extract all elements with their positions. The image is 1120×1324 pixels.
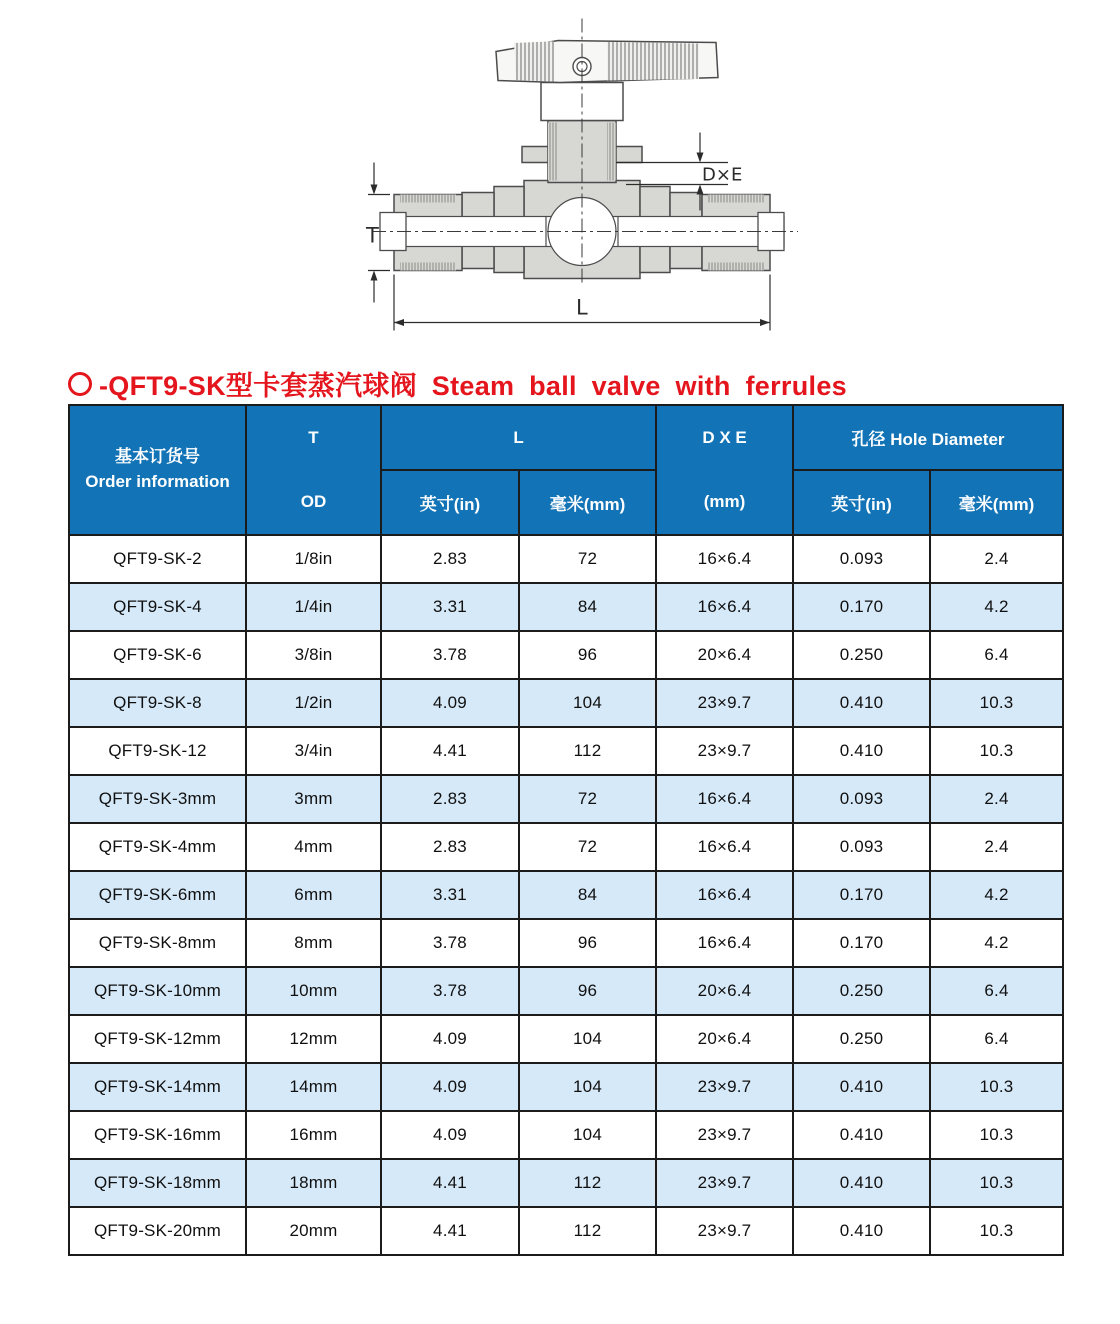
table-cell: QFT9-SK-16mm bbox=[69, 1111, 246, 1159]
table-cell: QFT9-SK-12 bbox=[69, 727, 246, 775]
header-order-info-cn: 基本订货号 bbox=[115, 447, 200, 467]
header-order-information bbox=[69, 405, 246, 535]
table-cell: 10.3 bbox=[930, 1159, 1063, 1207]
table-cell: 4.09 bbox=[381, 1063, 519, 1111]
table-cell: 4.09 bbox=[381, 1015, 519, 1063]
table-cell: 2.83 bbox=[381, 535, 519, 583]
table-cell: 104 bbox=[519, 679, 656, 727]
table-cell: 3.78 bbox=[381, 919, 519, 967]
table-cell: 96 bbox=[519, 967, 656, 1015]
table-cell: 10.3 bbox=[930, 679, 1063, 727]
table-row bbox=[69, 631, 1063, 679]
table-cell: 10mm bbox=[246, 967, 381, 1015]
table-cell: 23×9.7 bbox=[656, 1111, 793, 1159]
table-cell: 72 bbox=[519, 535, 656, 583]
table-cell: 6.4 bbox=[930, 1015, 1063, 1063]
table-cell: 23×9.7 bbox=[656, 679, 793, 727]
header-hole-diameter-group: 孔径 Hole Diameter bbox=[793, 405, 1063, 470]
table-cell: 16×6.4 bbox=[656, 583, 793, 631]
header-t: T bbox=[308, 428, 319, 447]
table-cell: 2.83 bbox=[381, 823, 519, 871]
table-row bbox=[69, 967, 1063, 1015]
table-cell: 16×6.4 bbox=[656, 919, 793, 967]
table-cell: 1/4in bbox=[246, 583, 381, 631]
dimension-label-t: T bbox=[366, 223, 379, 248]
table-cell: 23×9.7 bbox=[656, 1207, 793, 1255]
table-cell: QFT9-SK-6 bbox=[69, 631, 246, 679]
header-dxe-label: D X E bbox=[702, 428, 747, 447]
table-cell: 4.2 bbox=[930, 871, 1063, 919]
table-cell: 20×6.4 bbox=[656, 631, 793, 679]
table-cell: 3mm bbox=[246, 775, 381, 823]
valve-drawing-svg bbox=[360, 8, 810, 343]
table-row bbox=[69, 823, 1063, 871]
spec-table-header bbox=[69, 405, 1063, 535]
table-cell: 14mm bbox=[246, 1063, 381, 1111]
table-row bbox=[69, 1063, 1063, 1111]
table-cell: QFT9-SK-2 bbox=[69, 535, 246, 583]
table-cell: 10.3 bbox=[930, 727, 1063, 775]
table-cell: 96 bbox=[519, 631, 656, 679]
table-cell: 2.83 bbox=[381, 775, 519, 823]
section-title bbox=[68, 364, 847, 403]
header-dxe bbox=[656, 405, 793, 535]
table-cell: 6mm bbox=[246, 871, 381, 919]
table-cell: 1/8in bbox=[246, 535, 381, 583]
table-cell: 0.093 bbox=[793, 535, 930, 583]
header-hole-inch: 英寸(in) bbox=[793, 470, 930, 535]
table-cell: 0.250 bbox=[793, 1015, 930, 1063]
table-cell: 3/4in bbox=[246, 727, 381, 775]
table-cell: QFT9-SK-4 bbox=[69, 583, 246, 631]
table-cell: 4.41 bbox=[381, 1159, 519, 1207]
table-cell: 16×6.4 bbox=[656, 871, 793, 919]
table-cell: QFT9-SK-12mm bbox=[69, 1015, 246, 1063]
spec-table bbox=[68, 404, 1064, 1256]
table-cell: 0.093 bbox=[793, 775, 930, 823]
header-od: OD bbox=[300, 492, 327, 511]
table-cell: 16×6.4 bbox=[656, 823, 793, 871]
table-cell: 112 bbox=[519, 1207, 656, 1255]
table-row bbox=[69, 1159, 1063, 1207]
table-cell: 2.4 bbox=[930, 823, 1063, 871]
header-l-mm: 毫米(mm) bbox=[519, 470, 656, 535]
table-cell: 0.410 bbox=[793, 1063, 930, 1111]
table-cell: 0.410 bbox=[793, 727, 930, 775]
table-cell: 4.41 bbox=[381, 727, 519, 775]
table-cell: 0.410 bbox=[793, 1111, 930, 1159]
table-row bbox=[69, 775, 1063, 823]
header-hole-mm: 毫米(mm) bbox=[930, 470, 1063, 535]
table-cell: 2.4 bbox=[930, 775, 1063, 823]
table-cell: 18mm bbox=[246, 1159, 381, 1207]
table-cell: 4.2 bbox=[930, 583, 1063, 631]
dimension-label-dxe: D×E bbox=[702, 164, 743, 186]
table-row bbox=[69, 1015, 1063, 1063]
table-row bbox=[69, 535, 1063, 583]
table-cell: 23×9.7 bbox=[656, 1063, 793, 1111]
table-cell: 4.2 bbox=[930, 919, 1063, 967]
spec-table-body bbox=[69, 535, 1063, 1255]
table-row bbox=[69, 679, 1063, 727]
table-cell: 104 bbox=[519, 1063, 656, 1111]
table-row bbox=[69, 919, 1063, 967]
table-cell: 72 bbox=[519, 775, 656, 823]
header-l-group: L bbox=[381, 405, 656, 470]
table-cell: 0.250 bbox=[793, 967, 930, 1015]
table-cell: 0.410 bbox=[793, 679, 930, 727]
table-cell: 104 bbox=[519, 1111, 656, 1159]
table-cell: QFT9-SK-18mm bbox=[69, 1159, 246, 1207]
table-cell: 12mm bbox=[246, 1015, 381, 1063]
table-cell: 10.3 bbox=[930, 1063, 1063, 1111]
table-cell: 16×6.4 bbox=[656, 775, 793, 823]
table-cell: 84 bbox=[519, 583, 656, 631]
table-cell: 96 bbox=[519, 919, 656, 967]
table-cell: QFT9-SK-14mm bbox=[69, 1063, 246, 1111]
table-cell: 0.093 bbox=[793, 823, 930, 871]
table-cell: 112 bbox=[519, 1159, 656, 1207]
section-title-text: -QFT9-SK型卡套蒸汽球阀 Steam ball valve with ferrules bbox=[99, 371, 847, 401]
table-cell: 3.31 bbox=[381, 583, 519, 631]
table-row bbox=[69, 1111, 1063, 1159]
table-cell: 84 bbox=[519, 871, 656, 919]
table-cell: 4.09 bbox=[381, 1111, 519, 1159]
table-cell: QFT9-SK-4mm bbox=[69, 823, 246, 871]
table-cell: QFT9-SK-20mm bbox=[69, 1207, 246, 1255]
table-cell: 104 bbox=[519, 1015, 656, 1063]
dimension-l bbox=[394, 275, 770, 331]
table-cell: QFT9-SK-8 bbox=[69, 679, 246, 727]
valve-handle bbox=[496, 41, 718, 83]
table-cell: QFT9-SK-10mm bbox=[69, 967, 246, 1015]
table-cell: 3.78 bbox=[381, 967, 519, 1015]
table-cell: 0.170 bbox=[793, 871, 930, 919]
table-cell: 16×6.4 bbox=[656, 535, 793, 583]
valve-diagram bbox=[360, 8, 810, 343]
title-bullet-circle-icon bbox=[68, 372, 92, 396]
table-row bbox=[69, 1207, 1063, 1255]
table-cell: 0.250 bbox=[793, 631, 930, 679]
dimension-label-l: L bbox=[576, 295, 588, 320]
table-cell: 0.410 bbox=[793, 1159, 930, 1207]
table-cell: 20×6.4 bbox=[656, 1015, 793, 1063]
table-cell: 20×6.4 bbox=[656, 967, 793, 1015]
header-t-od bbox=[246, 405, 381, 535]
header-dxe-unit: (mm) bbox=[703, 492, 746, 511]
header-order-info-en: Order information bbox=[85, 472, 230, 491]
table-cell: 4mm bbox=[246, 823, 381, 871]
table-row bbox=[69, 871, 1063, 919]
table-cell: 6.4 bbox=[930, 631, 1063, 679]
table-cell: 2.4 bbox=[930, 535, 1063, 583]
table-cell: 20mm bbox=[246, 1207, 381, 1255]
table-cell: QFT9-SK-6mm bbox=[69, 871, 246, 919]
table-cell: 72 bbox=[519, 823, 656, 871]
header-l-inch: 英寸(in) bbox=[381, 470, 519, 535]
table-cell: 3.31 bbox=[381, 871, 519, 919]
table-cell: 3.78 bbox=[381, 631, 519, 679]
table-cell: 8mm bbox=[246, 919, 381, 967]
table-cell: 0.410 bbox=[793, 1207, 930, 1255]
table-cell: 1/2in bbox=[246, 679, 381, 727]
table-cell: 23×9.7 bbox=[656, 727, 793, 775]
table-cell: 4.09 bbox=[381, 679, 519, 727]
table-cell: 112 bbox=[519, 727, 656, 775]
table-cell: QFT9-SK-8mm bbox=[69, 919, 246, 967]
table-cell: 0.170 bbox=[793, 583, 930, 631]
table-cell: 16mm bbox=[246, 1111, 381, 1159]
table-cell: 23×9.7 bbox=[656, 1159, 793, 1207]
table-row bbox=[69, 727, 1063, 775]
table-cell: 4.41 bbox=[381, 1207, 519, 1255]
table-cell: 6.4 bbox=[930, 967, 1063, 1015]
table-cell: 3/8in bbox=[246, 631, 381, 679]
table-cell: 10.3 bbox=[930, 1207, 1063, 1255]
table-cell: 0.170 bbox=[793, 919, 930, 967]
table-row bbox=[69, 583, 1063, 631]
table-cell: QFT9-SK-3mm bbox=[69, 775, 246, 823]
table-cell: 10.3 bbox=[930, 1111, 1063, 1159]
